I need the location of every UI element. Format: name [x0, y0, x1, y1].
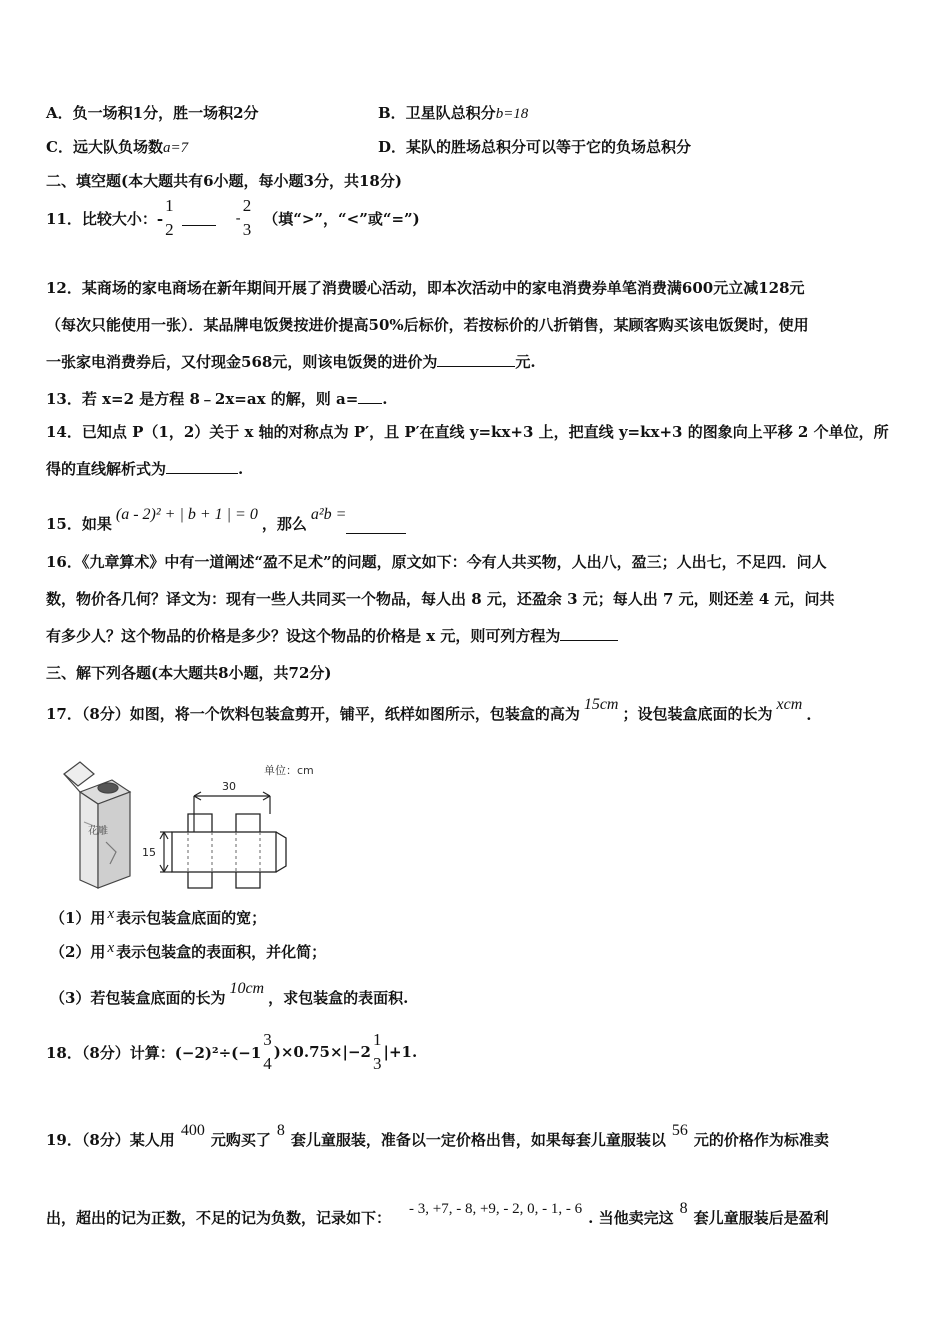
question-19-line-2	[46, 1192, 829, 1228]
q14-end: .	[238, 460, 244, 478]
width-label: 30	[222, 780, 236, 793]
q14-line-2	[46, 451, 906, 488]
box-label: 花雕	[88, 826, 108, 837]
q17-sub-1-a: （1）用	[50, 909, 106, 927]
q19-d: 元的价格作为标准卖	[693, 1131, 829, 1149]
q18-mid: )×0.75×|−2	[273, 1043, 371, 1061]
q13-text: 13．若 x=2 是方程 8﹣2x=ax 的解，则 a=	[46, 390, 359, 408]
question-19-line-1	[46, 1114, 829, 1150]
q16-line-3	[46, 618, 906, 655]
net-fold-lines	[188, 832, 260, 872]
q17-mid: ；设包装盒底面的长为	[622, 705, 773, 723]
option-b-math: b=18	[495, 106, 529, 122]
q17-sub-3-a: （3）若包装盒底面的长为	[50, 989, 226, 1007]
q16-line-3-text: 有多少人？这个物品的价格是多少？设这个物品的价格是 x 元，则可列方程为	[46, 627, 561, 645]
q19-c: 套儿童服装，准备以一定价格出售，如果每套儿童服装以	[290, 1131, 666, 1149]
q15-mid: ，那么	[261, 515, 307, 533]
option-c-math: a=7	[162, 140, 189, 156]
section-2-heading: 二、填空题(本大题共有6小题，每小题3分，共18分)	[46, 172, 402, 190]
option-a: A．负一场积1分，胜一场积2分	[46, 104, 259, 122]
q11-answer-blank[interactable]	[182, 211, 216, 226]
q18-fraction-1	[263, 1031, 272, 1073]
q18-f2-den: 3	[373, 1054, 382, 1073]
question-11	[46, 196, 420, 240]
question-13	[46, 388, 388, 409]
q13-answer-blank[interactable]	[358, 389, 382, 404]
q19-a: 19．（8分）某人用	[46, 1131, 175, 1149]
q17-sub-2-b: 表示包装盒的表面积，并化简；	[116, 943, 327, 961]
q17-sub-3-value: 10cm	[229, 980, 265, 997]
q19-records: - 3, +7, - 8, +9, - 2, 0, - 1, - 6	[409, 1201, 583, 1217]
q16-answer-blank[interactable]	[560, 626, 618, 641]
q17-figure	[50, 752, 350, 892]
q17-end: .	[806, 706, 812, 724]
q11-minus: -	[235, 209, 241, 227]
q14-line-1: 14．已知点 P（1，2）关于 x 轴的对称点为 P′，且 P′在直线 y=kx+3 上，把直线 y=kx+3 的图象向上平移 2 个单位，所	[46, 423, 889, 441]
q12-line-1: 12．某商场的家电商场在新年期间开展了消费暖心活动，即本次活动中的家电消费券单笔消费满600元立减128元	[46, 279, 805, 297]
q15-prefix: 15．如果	[46, 515, 112, 533]
option-b-text: B．卫星队总积分	[378, 104, 496, 122]
q11-f1-den: 2	[165, 220, 174, 239]
q12-line-3-text: 一张家电消费券后，又付现金568元，则该电饭煲的进价为	[46, 353, 438, 371]
question-18	[46, 1030, 417, 1074]
q17-sub-2-x: x	[107, 940, 115, 956]
q17-figure-svg	[50, 752, 350, 892]
q11-fraction-1	[165, 197, 174, 239]
q11-suffix: （填“>”，“<”或“=”)	[263, 209, 420, 228]
q11-prefix: 11．比较大小：-	[46, 209, 164, 228]
q19-e: . 当他卖完这	[588, 1209, 674, 1227]
q17-sub-1-x: x	[107, 906, 115, 922]
q12-line-3	[46, 344, 906, 381]
q17-sub-3-b: ，求包装盒的表面积.	[268, 989, 409, 1007]
section-3-heading: 三、解下列各题(本大题共8小题，共72分)	[46, 664, 332, 682]
q11-fraction-2	[243, 197, 252, 239]
q18-f1-num: 3	[263, 1030, 272, 1049]
q17-sub-1	[50, 898, 266, 928]
q14-line-2-text: 得的直线解析式为	[46, 460, 167, 478]
q18-prefix: 18．（8分）计算：(−2)²÷(−1	[46, 1043, 262, 1062]
q18-f2-num: 1	[373, 1030, 382, 1049]
q19-count-8: 8	[276, 1122, 285, 1139]
q17-sub-2-a: （2）用	[50, 943, 106, 961]
q16-line-2: 数，物价各几何？译文为：现有一些人共同买一个物品，每人出 8 元，还盈余 3 元；每人出 7 元，则还差 4 元，问共	[46, 590, 835, 608]
width-dimension	[194, 792, 270, 832]
net-outline	[172, 814, 286, 888]
option-d: D．某队的胜场总积分可以等于它的负场总积分	[378, 138, 692, 156]
q18-fraction-2	[373, 1031, 382, 1073]
q16-line-1: 16．《九章算术》中有一道阐述“盈不足术”的问题，原文如下：今有人共买物，人出八，盈三；人出七，不足四．问人	[46, 553, 827, 571]
q17-sub-2	[50, 932, 326, 962]
box-sketch	[64, 762, 130, 888]
q19-count-8b: 8	[679, 1200, 688, 1217]
option-b	[378, 102, 528, 123]
unit-label: 单位：cm	[264, 764, 314, 777]
q15-expression: a²b =	[310, 506, 347, 523]
question-16	[46, 544, 906, 655]
q17-sub-3	[50, 972, 408, 1008]
q15-equation: (a - 2)² + | b + 1 | = 0	[115, 506, 258, 523]
q18-end: |+1.	[383, 1043, 418, 1061]
q19-f: 套儿童服装后是盈利	[693, 1209, 829, 1227]
height-label: 15	[142, 846, 156, 859]
q19-price-56: 56	[671, 1122, 688, 1139]
q19-amount-400: 400	[180, 1122, 205, 1139]
q19-b: 元购买了	[210, 1131, 271, 1149]
question-15	[46, 498, 406, 534]
q15-answer-blank[interactable]	[346, 519, 406, 534]
q13-end: .	[382, 390, 388, 408]
q12-end: 元.	[515, 353, 536, 371]
q11-f1-num: 1	[165, 196, 174, 215]
q17-sub-1-b: 表示包装盒底面的宽；	[116, 909, 267, 927]
q12-line-2: （每次只能使用一张）．某品牌电饭煲按进价提高50%后标价，若按标价的八折销售，某顾客购买该电饭煲时，使用	[46, 316, 809, 334]
q17-length: xcm	[776, 696, 803, 713]
q17-prefix: 17．（8分）如图，将一个饮料包装盒剪开，铺平，纸样如图所示，包装盒的高为	[46, 705, 580, 723]
q18-f1-den: 4	[263, 1054, 272, 1073]
q11-f2-num: 2	[242, 196, 252, 215]
q11-f2-den: 3	[242, 220, 252, 239]
q17-height: 15cm	[583, 696, 619, 713]
question-17	[46, 688, 812, 724]
option-c-text: C．远大队负场数	[46, 138, 163, 156]
option-c	[46, 136, 188, 157]
q14-answer-blank[interactable]	[166, 459, 238, 474]
question-12	[46, 270, 906, 381]
question-14	[46, 414, 906, 488]
q12-answer-blank[interactable]	[437, 352, 515, 367]
height-dimension	[160, 832, 172, 872]
q19-line-2-text: 出，超出的记为正数，不足的记为负数，记录如下：	[46, 1209, 392, 1227]
